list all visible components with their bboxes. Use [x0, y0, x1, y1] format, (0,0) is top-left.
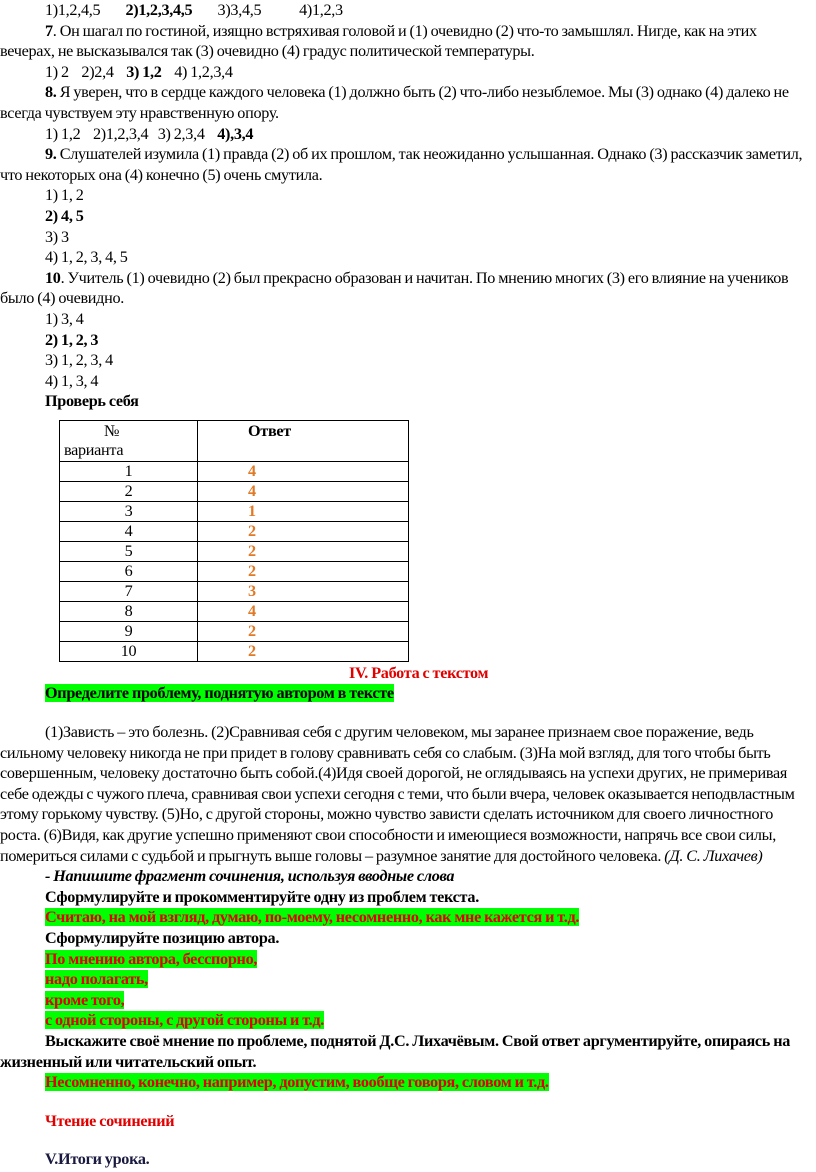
answer-value: 2	[198, 641, 409, 661]
variant-number: 3	[60, 501, 198, 521]
writing-task: - Напишите фрагмент сочинения, используя вводные слова	[45, 867, 455, 886]
correct-option: 3) 1,2	[126, 62, 162, 81]
variant-number: 2	[60, 481, 198, 501]
intro-phrase: кроме того,	[45, 990, 125, 1009]
option: 3) 1, 2, 3, 4	[45, 351, 113, 370]
section-heading-5: V.Итоги урока.	[45, 1150, 150, 1169]
opinion-task: Выскажите своё мнение по проблеме, поднятой Д.С. Лихачёвым. Свой ответ аргументируйте, опираясь на жизненный или читательский опыт.	[0, 1031, 791, 1071]
table-row	[60, 521, 409, 541]
option: 4) 1,2,3,4	[174, 62, 233, 81]
question-10	[0, 268, 816, 309]
question-number: 10	[45, 268, 61, 287]
variant-number: 10	[60, 641, 198, 661]
question-text: . Он шагал по гостиной, изящно встряхивая головой и (1) очевидно (2) что-то замышлял. Нигде, как на этих вечерах, не высказывался так (3) очевидно (4) градус политической температуры.	[0, 21, 757, 61]
answer-value: 4	[198, 461, 409, 481]
table-row	[60, 641, 409, 661]
answer-value: 4	[198, 481, 409, 501]
passage-author: (Д. С. Лихачев)	[664, 846, 763, 865]
answer-value: 3	[198, 581, 409, 601]
option: 1) 1, 2	[45, 186, 84, 205]
header-variant	[60, 420, 198, 461]
q8-options	[0, 124, 816, 145]
answer-table	[59, 420, 409, 662]
option: 1) 3, 4	[45, 309, 84, 328]
answer-value: 4	[198, 601, 409, 621]
correct-option: 2) 1, 2, 3	[45, 330, 99, 349]
passage-text: (1)Зависть – это болезнь. (2)Сравнивая себя с другим человеком, мы заранее признаем свое поражение, ведь сильному человеку никогда не при придет в голову сравнивать себя со слабым. (3)На мой взгляд, для того чтобы быть совершенным, человеку достаточно быть собой.(4)Идя своей дорогой, не оглядываясь на успехи других, не примеривая себе одежды с чужого плеча, сравнивая свои успехи сегодня с теми, что были вчера, человек оказывается неподвластным этому горькому чувству. (5)Но, с другой стороны, можно чувство зависти сделать источником для своего личностного роста. (6)Видя, как другие успешно применяют свои способности и имеющиеся возможности, напрячь все свои силы, помериться силами с судьбой и прыгнуть выше головы – разумное занятие для достойного человека.	[0, 723, 795, 865]
question-number: 8.	[45, 83, 57, 102]
question-text: Я уверен, что в сердце каждого человека (1) должно быть (2) что-либо незыблемое. Мы (3) однако (4) далеко не всегда чувствуем эту нравственную опору.	[0, 83, 789, 122]
variant-number: 5	[60, 541, 198, 561]
q7-options	[0, 62, 816, 83]
intro-phrase: надо полагать,	[45, 970, 148, 989]
option: 1) 2	[45, 62, 69, 81]
reading-heading: Чтение сочинений	[45, 1111, 175, 1130]
table-row	[60, 561, 409, 581]
variant-number: 7	[60, 581, 198, 601]
task-heading: Определите проблему, поднятую автором в тексте	[45, 684, 394, 703]
q6-options	[0, 0, 816, 21]
answer-value: 2	[198, 621, 409, 641]
table-header	[60, 420, 409, 461]
intro-phrase: с одной стороны, с другой стороны и т.д.	[45, 1011, 325, 1030]
option: 4) 1, 3, 4	[45, 371, 99, 390]
answer-value: 1	[198, 501, 409, 521]
passage	[0, 722, 816, 866]
variant-number: 4	[60, 521, 198, 541]
header-variant-label: варианта	[64, 440, 124, 459]
table-row	[60, 461, 409, 481]
header-answer: Ответ	[198, 420, 409, 461]
answer-value: 2	[198, 521, 409, 541]
option: 4) 1, 2, 3, 4, 5	[45, 248, 128, 267]
variant-number: 9	[60, 621, 198, 641]
table-row	[60, 501, 409, 521]
correct-option: 2)1,2,3,4,5	[125, 1, 193, 19]
option: 3)3,4,5	[217, 1, 262, 19]
header-number: №	[104, 421, 120, 440]
table-row	[60, 481, 409, 501]
table-row	[60, 621, 409, 641]
table-row	[60, 581, 409, 601]
question-9	[0, 144, 816, 185]
variant-number: 6	[60, 561, 198, 581]
correct-option: 2) 4, 5	[45, 206, 84, 225]
option: 3) 3	[45, 227, 69, 246]
table-row	[60, 601, 409, 621]
question-8	[0, 82, 816, 123]
position-task: Сформулируйте позицию автора.	[45, 929, 280, 947]
option: 4)1,2,3	[299, 1, 343, 19]
option: 2)1,2,3,4	[92, 124, 149, 143]
intro-phrases-1: Считаю, на мой взгляд, думаю, по-моему, несомненно, как мне кажется и т.д.	[45, 908, 580, 927]
question-7	[0, 21, 816, 62]
variant-number: 8	[60, 601, 198, 621]
question-text: Слушателей изумила (1) правда (2) об их прошлом, так неожиданно услышанная. Однако (3) рассказчик заметил, что некоторых она (4) конечно (5) очень смутила.	[0, 145, 803, 184]
table-row	[60, 541, 409, 561]
section-heading-4: IV. Работа с текстом	[349, 663, 489, 682]
option: 1)1,2,4,5	[45, 1, 101, 19]
intro-phrase: По мнению автора, бесспорно,	[45, 949, 258, 968]
formulate-task: Сформулируйте и прокомментируйте одну из проблем текста.	[45, 887, 479, 906]
question-text: . Учитель (1) очевидно (2) был прекрасно образован и начитан. По мнению многих (3) его влияние на учеников было (4) очевидно.	[0, 268, 789, 308]
question-number: 9.	[45, 145, 57, 164]
answer-value: 2	[198, 561, 409, 581]
option: 2)2,4	[81, 62, 114, 81]
option: 1) 1,2	[45, 124, 81, 143]
intro-phrases-3: Несомненно, конечно, например, допустим, вообще говоря, словом и т.д.	[45, 1073, 549, 1092]
check-title: Проверь себя	[45, 392, 139, 411]
option: 3) 2,3,4	[157, 124, 205, 143]
variant-number: 1	[60, 461, 198, 481]
question-number: 7	[45, 21, 53, 40]
correct-option: 4),3,4	[217, 124, 254, 143]
answer-value: 2	[198, 541, 409, 561]
